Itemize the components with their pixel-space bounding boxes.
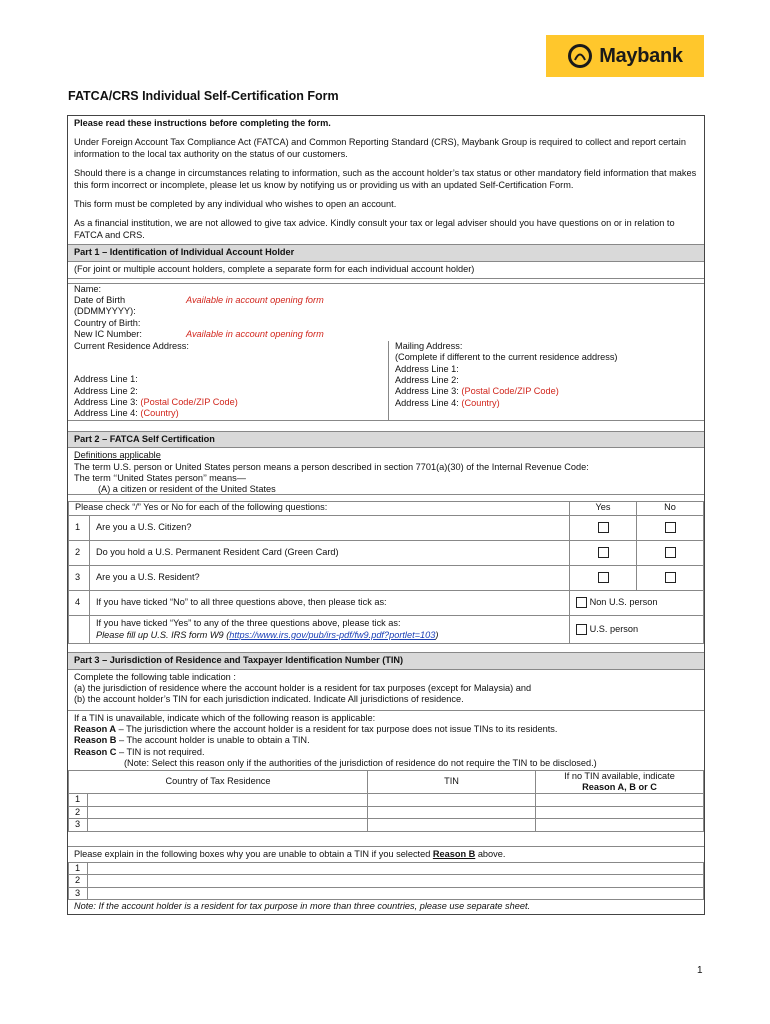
ic-value[interactable]: Available in account opening form	[186, 329, 324, 340]
q2-yes-checkbox[interactable]	[598, 547, 609, 558]
reason-c-text: – TIN is not required.	[116, 746, 205, 757]
row-num: 1	[69, 794, 88, 806]
part1-header: Part 1 – Identification of Individual Account Holder	[68, 245, 704, 261]
instructions-p3: This form must be completed by any individual who wishes to open an account.	[74, 199, 397, 210]
country-cell-1[interactable]	[88, 794, 368, 806]
mail-line3[interactable]	[395, 386, 698, 397]
w9-text: Please fill up U.S. IRS form W9 (	[96, 629, 230, 640]
reason-cell-1[interactable]	[536, 794, 704, 806]
spacer	[68, 644, 704, 653]
non-us-person-label: Non U.S. person	[589, 597, 658, 608]
col-reason	[536, 770, 704, 794]
name-label: Name:	[74, 283, 102, 294]
instructions-section	[68, 116, 704, 245]
residence-label: Current Residence Address:	[74, 340, 189, 351]
instructions-heading: Please read these instructions before completing the form.	[74, 118, 331, 128]
col-country: Country of Tax Residence	[69, 770, 368, 794]
explain-end: above.	[475, 848, 506, 859]
row-num: 3	[69, 887, 88, 899]
instructions-p1: Under Foreign Account Tax Compliance Act (FATCA) and Common Reporting Standard (CRS), Maybank Group is required to collect and report certain information to the local tax authority on the status of our customers.	[74, 137, 686, 159]
definition-1: The term U.S. person or United States person means a person described in section 7701(a)(30) of the Internal Revenue Code:	[74, 461, 589, 472]
reason-c	[74, 747, 698, 758]
q3-no-checkbox[interactable]	[665, 572, 676, 583]
row-num: 3	[69, 819, 88, 831]
q-num: 4	[69, 591, 90, 616]
col-reason-line1: If no TIN available, indicate	[564, 770, 675, 781]
res-line4[interactable]	[74, 408, 382, 419]
fatca-questions	[68, 501, 704, 644]
definitions-title: Definitions applicable	[74, 450, 161, 461]
part1-fields	[68, 284, 704, 421]
us-person-label: U.S. person	[589, 623, 639, 634]
reason-a-text: – The jurisdiction where the account holder is a resident for tax purpose does not issue TINs to its residents.	[116, 723, 558, 734]
reason-b	[74, 735, 698, 746]
part3-c1: Complete the following table indication :	[74, 671, 236, 682]
logo-text: Maybank	[599, 44, 683, 67]
dob-label: Date of Birth	[74, 295, 126, 306]
definition-3: (A) a citizen or resident of the United States	[98, 484, 276, 495]
q4b-text: If you have ticked “Yes” to any of the three questions above, please tick as:	[96, 618, 401, 629]
q-num: 3	[69, 566, 90, 591]
dob-format: (DDMMYYYY):	[74, 306, 136, 317]
explain-row	[69, 887, 704, 899]
explain-table	[68, 863, 704, 900]
res-line4-value: (Country)	[140, 408, 179, 419]
question-row	[69, 566, 704, 591]
mail-line4-label: Address Line 4:	[395, 397, 459, 408]
dob-value[interactable]: Available in account opening form	[186, 295, 324, 306]
explain-cell-2[interactable]	[88, 875, 704, 887]
non-us-person-checkbox[interactable]	[576, 597, 587, 608]
country-label: Country of Birth:	[74, 317, 141, 328]
part3-intro	[68, 670, 704, 711]
mailing-label: Mailing Address:	[395, 340, 463, 351]
q-num: 2	[69, 541, 90, 566]
q-num: 1	[69, 516, 90, 541]
reason-intro: If a TIN is unavailable, indicate which of the following reason is applicable:	[74, 712, 376, 723]
mail-line4[interactable]	[395, 398, 698, 409]
reason-a-label: Reason A	[74, 723, 117, 734]
question-row	[69, 516, 704, 541]
tin-cell-3[interactable]	[368, 819, 536, 831]
explain-row	[69, 863, 704, 875]
explain-text: Please explain in the following boxes why you are unable to obtain a TIN if you selected	[74, 848, 433, 859]
part3-header: Part 3 – Jurisdiction of Residence and Taxpayer Identification Number (TIN)	[68, 653, 704, 669]
explain-row	[69, 875, 704, 887]
q1-yes-checkbox[interactable]	[598, 522, 609, 533]
q2-no-checkbox[interactable]	[665, 547, 676, 558]
res-line1[interactable]: Address Line 1:	[74, 374, 138, 385]
mail-line3-value: (Postal Code/ZIP Code)	[461, 386, 559, 397]
part1-note: (For joint or multiple account holders, complete a separate form for each individual account holder)	[68, 262, 704, 279]
country-cell-2[interactable]	[88, 806, 368, 818]
q1-no-checkbox[interactable]	[665, 522, 676, 533]
question-row	[69, 541, 704, 566]
spacer	[68, 421, 704, 432]
no-header: No	[637, 502, 704, 516]
q3-yes-checkbox[interactable]	[598, 572, 609, 583]
page-title: FATCA/CRS Individual Self-Certification Form	[68, 89, 339, 103]
mail-line2[interactable]: Address Line 2:	[395, 374, 459, 385]
reason-b-text: – The account holder is unable to obtain a TIN.	[116, 735, 310, 746]
res-line4-label: Address Line 4:	[74, 408, 138, 419]
res-line3-value: (Postal Code/ZIP Code)	[140, 396, 238, 407]
row-num: 2	[69, 806, 88, 818]
res-line2[interactable]: Address Line 2:	[74, 385, 138, 396]
reason-a	[74, 724, 698, 735]
explain-cell-3[interactable]	[88, 887, 704, 899]
instructions-p4: As a financial institution, we are not allowed to give tax advice. Kindly consult your tax or legal adviser should you have questions on or in relation to FATCA and CRS.	[74, 218, 675, 240]
part3-c2: (a) the jurisdiction of residence where the account holder is a resident for tax purposes (except for Malaysia) and	[74, 682, 532, 693]
w9-link[interactable]: https://www.irs.gov/pub/irs-pdf/fw9.pdf?portlet=103	[229, 629, 436, 640]
tin-row	[69, 819, 704, 831]
tin-row	[69, 794, 704, 806]
maybank-logo	[546, 35, 704, 77]
footnote: Note: If the account holder is a resident for tax purpose in more than three countries, please use separate sheet.	[74, 901, 531, 912]
reason-c-note: (Note: Select this reason only if the authorities of the jurisdiction of residence do not require the TIN to be disclosed.)	[124, 758, 597, 769]
q-text: Are you a U.S. Citizen?	[90, 516, 570, 541]
q-text: Do you hold a U.S. Permanent Resident Card (Green Card)	[90, 541, 570, 566]
row-num: 2	[69, 875, 88, 887]
mail-line4-value: (Country)	[461, 397, 500, 408]
res-line3-label: Address Line 3:	[74, 396, 138, 407]
tin-table	[68, 770, 704, 832]
col-reason-line2: Reason A, B or C	[582, 781, 657, 792]
q4a-text: If you have ticked “No” to all three questions above, then please tick as:	[90, 591, 570, 616]
mail-line3-label: Address Line 3:	[395, 386, 459, 397]
reason-c-label: Reason C	[74, 746, 117, 757]
reason-cell-3[interactable]	[536, 819, 704, 831]
row-num: 1	[69, 863, 88, 875]
q-text: Are you a U.S. Resident?	[90, 566, 570, 591]
explain-reason-b: Reason B	[432, 848, 476, 859]
tin-cell-1[interactable]	[368, 794, 536, 806]
explain-cell-1[interactable]	[88, 863, 704, 875]
us-person-checkbox[interactable]	[576, 624, 587, 635]
res-line3[interactable]	[74, 397, 382, 408]
explain-instruction	[68, 847, 704, 863]
w9-instruction	[96, 630, 563, 641]
definitions	[68, 448, 704, 495]
yes-header: Yes	[570, 502, 637, 516]
part3-c3: (b) the account holder’s TIN for each jurisdiction indicated. Indicate All jurisdictions of residence.	[74, 694, 464, 705]
form	[67, 115, 705, 915]
reason-cell-2[interactable]	[536, 806, 704, 818]
page-number: 1	[697, 965, 703, 976]
part2-header: Part 2 – FATCA Self Certification	[68, 432, 704, 448]
reasons	[68, 711, 704, 770]
w9-close: )	[435, 629, 439, 640]
country-cell-3[interactable]	[88, 819, 368, 831]
definition-2: The term ‘‘United States person’’ means—	[74, 472, 246, 483]
spacer	[68, 832, 704, 847]
instructions-p2: Should there is a change in circumstances relating to information, such as the account holder’s tax status or other mandatory field information that makes this form incorrect or incomplete, please let us know by notifying us or providing us with an updated Self-Certification Form.	[74, 168, 697, 190]
reason-b-label: Reason B	[74, 735, 117, 746]
tin-cell-2[interactable]	[368, 806, 536, 818]
ic-label: New IC Number:	[74, 329, 142, 340]
mail-line1[interactable]: Address Line 1:	[395, 363, 459, 374]
check-instruction: Please check “/” Yes or No for each of the following questions:	[69, 502, 570, 516]
col-tin: TIN	[368, 770, 536, 794]
tiger-emblem-icon	[567, 43, 593, 69]
tin-row	[69, 806, 704, 818]
mailing-note: (Complete if different to the current residence address)	[395, 352, 618, 363]
